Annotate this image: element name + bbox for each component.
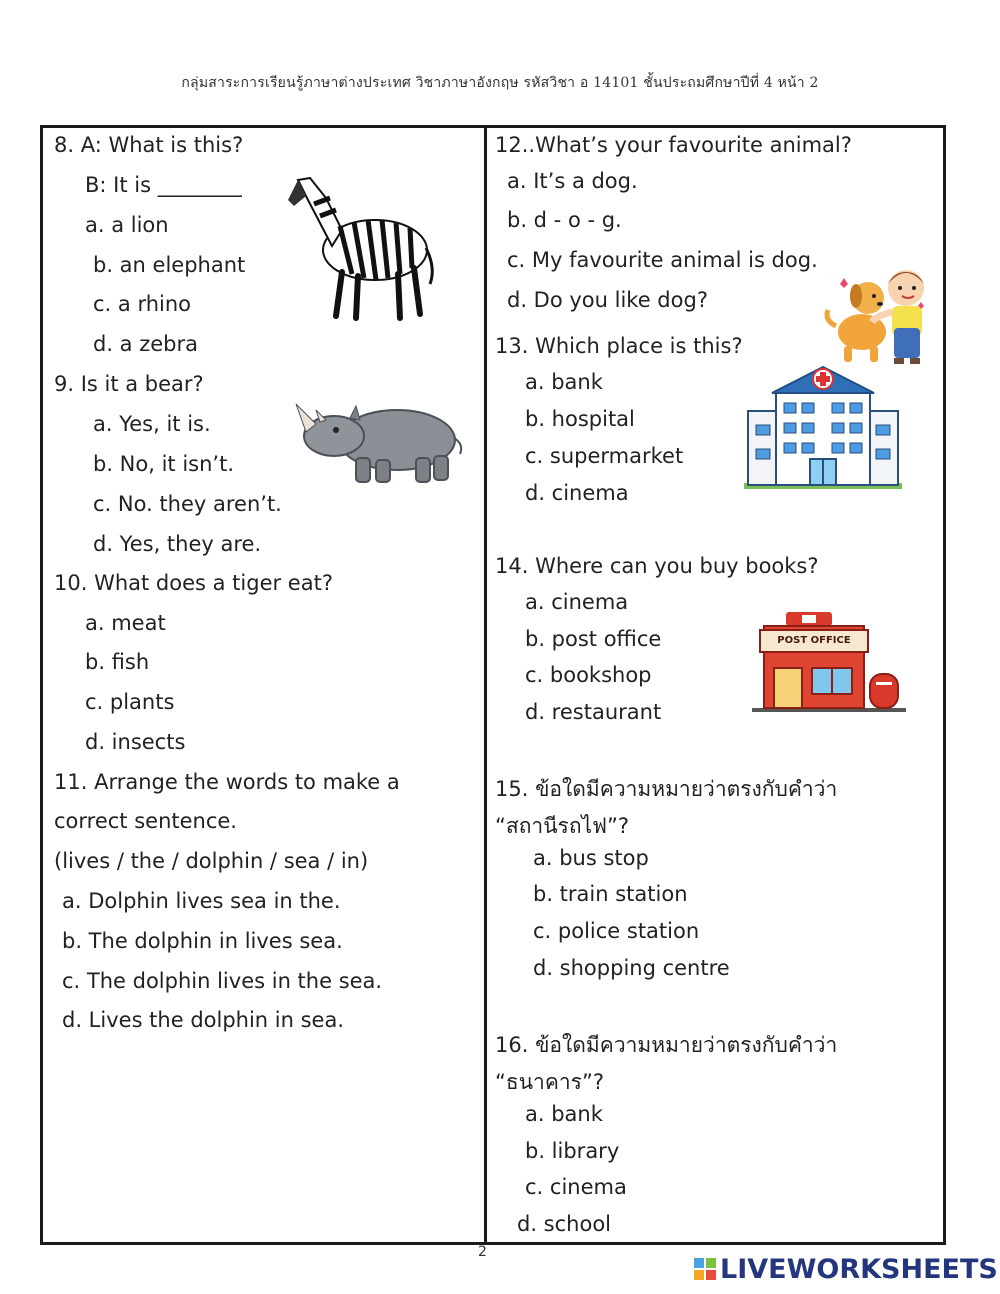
column-divider [484, 125, 487, 1245]
q9-question: 9. Is it a bear? [54, 372, 204, 396]
q12-option-a[interactable]: a. It’s a dog. [507, 169, 638, 193]
q10-option-b[interactable]: b. fish [85, 650, 150, 674]
q14-question: 14. Where can you buy books? [495, 554, 819, 578]
q16-question-line1: 16. ข้อใดมีความหมายว่าตรงกับคำว่า [495, 1033, 838, 1057]
q15-option-b[interactable]: b. train station [533, 882, 688, 906]
q8-question: 8. A: What is this? [54, 133, 244, 157]
q9-option-c[interactable]: c. No. they aren’t. [93, 492, 282, 516]
q12-option-c[interactable]: c. My favourite animal is dog. [507, 248, 818, 272]
q16-option-b[interactable]: b. library [525, 1139, 620, 1163]
q12-option-d[interactable]: d. Do you like dog? [507, 288, 708, 312]
q16-option-a[interactable]: a. bank [525, 1102, 603, 1126]
q10-option-a[interactable]: a. meat [85, 611, 166, 635]
q15-option-a[interactable]: a. bus stop [533, 846, 649, 870]
q11-words: (lives / the / dolphin / sea / in) [54, 849, 369, 873]
q8-option-d[interactable]: d. a zebra [93, 332, 198, 356]
post-office-image [752, 610, 906, 714]
q13-option-a[interactable]: a. bank [525, 370, 603, 394]
q12-option-b[interactable]: b. d - o - g. [507, 208, 622, 232]
q8-prompt: B: It is ________ [85, 173, 242, 197]
rhino-image [292, 392, 467, 488]
q13-question: 13. Which place is this? [495, 334, 743, 358]
hospital-image [740, 365, 906, 491]
q16-option-d[interactable]: d. school [517, 1212, 612, 1236]
q11-option-b[interactable]: b. The dolphin in lives sea. [62, 929, 343, 953]
q15-question-line1: 15. ข้อใดมีความหมายว่าตรงกับคำว่า [495, 777, 838, 801]
q10-question: 10. What does a tiger eat? [54, 571, 333, 595]
q11-question-line2: correct sentence. [54, 809, 237, 833]
post-office-sign: POST OFFICE [777, 635, 851, 646]
q16-option-c[interactable]: c. cinema [525, 1175, 627, 1199]
q15-option-d[interactable]: d. shopping centre [533, 956, 730, 980]
q8-option-c[interactable]: c. a rhino [93, 292, 192, 316]
liveworksheets-logo-icon [694, 1258, 716, 1280]
q13-option-b[interactable]: b. hospital [525, 407, 635, 431]
q10-option-c[interactable]: c. plants [85, 690, 175, 714]
q15-option-c[interactable]: c. police station [533, 919, 700, 943]
q14-option-a[interactable]: a. cinema [525, 590, 629, 614]
page-number: 2 [478, 1244, 487, 1260]
q11-question-line1: 11. Arrange the words to make a [54, 770, 400, 794]
boy-hugging-dog-image [822, 262, 940, 366]
q11-option-c[interactable]: c. The dolphin lives in the sea. [62, 969, 383, 993]
page-header: กลุ่มสาระการเรียนรู้ภาษาต่างประเทศ วิชาภาษาอังกฤษ รหัสวิชา อ 14101 ชั้นประถมศึกษาปีที่ 4 หน้า 2 [181, 75, 819, 91]
q10-option-d[interactable]: d. insects [85, 730, 186, 754]
q13-option-c[interactable]: c. supermarket [525, 444, 684, 468]
q8-option-b[interactable]: b. an elephant [93, 253, 246, 277]
q12-question: 12..What’s your favourite animal? [495, 133, 852, 157]
zebra-image [280, 168, 440, 326]
q11-option-d[interactable]: d. Lives the dolphin in sea. [62, 1008, 345, 1032]
q13-option-d[interactable]: d. cinema [525, 481, 629, 505]
q14-option-d[interactable]: d. restaurant [525, 700, 662, 724]
q8-option-a[interactable]: a. a lion [85, 213, 169, 237]
q11-option-a[interactable]: a. Dolphin lives sea in the. [62, 889, 341, 913]
q9-option-b[interactable]: b. No, it isn’t. [93, 452, 235, 476]
liveworksheets-brand[interactable]: LIVEWORKSHEETS [720, 1254, 998, 1285]
q15-question-line2: “สถานีรถไฟ”? [495, 814, 630, 838]
q9-option-d[interactable]: d. Yes, they are. [93, 532, 262, 556]
q9-option-a[interactable]: a. Yes, it is. [93, 412, 211, 436]
q14-option-b[interactable]: b. post office [525, 627, 662, 651]
q14-option-c[interactable]: c. bookshop [525, 663, 652, 687]
q16-question-line2: “ธนาคาร”? [495, 1070, 604, 1094]
